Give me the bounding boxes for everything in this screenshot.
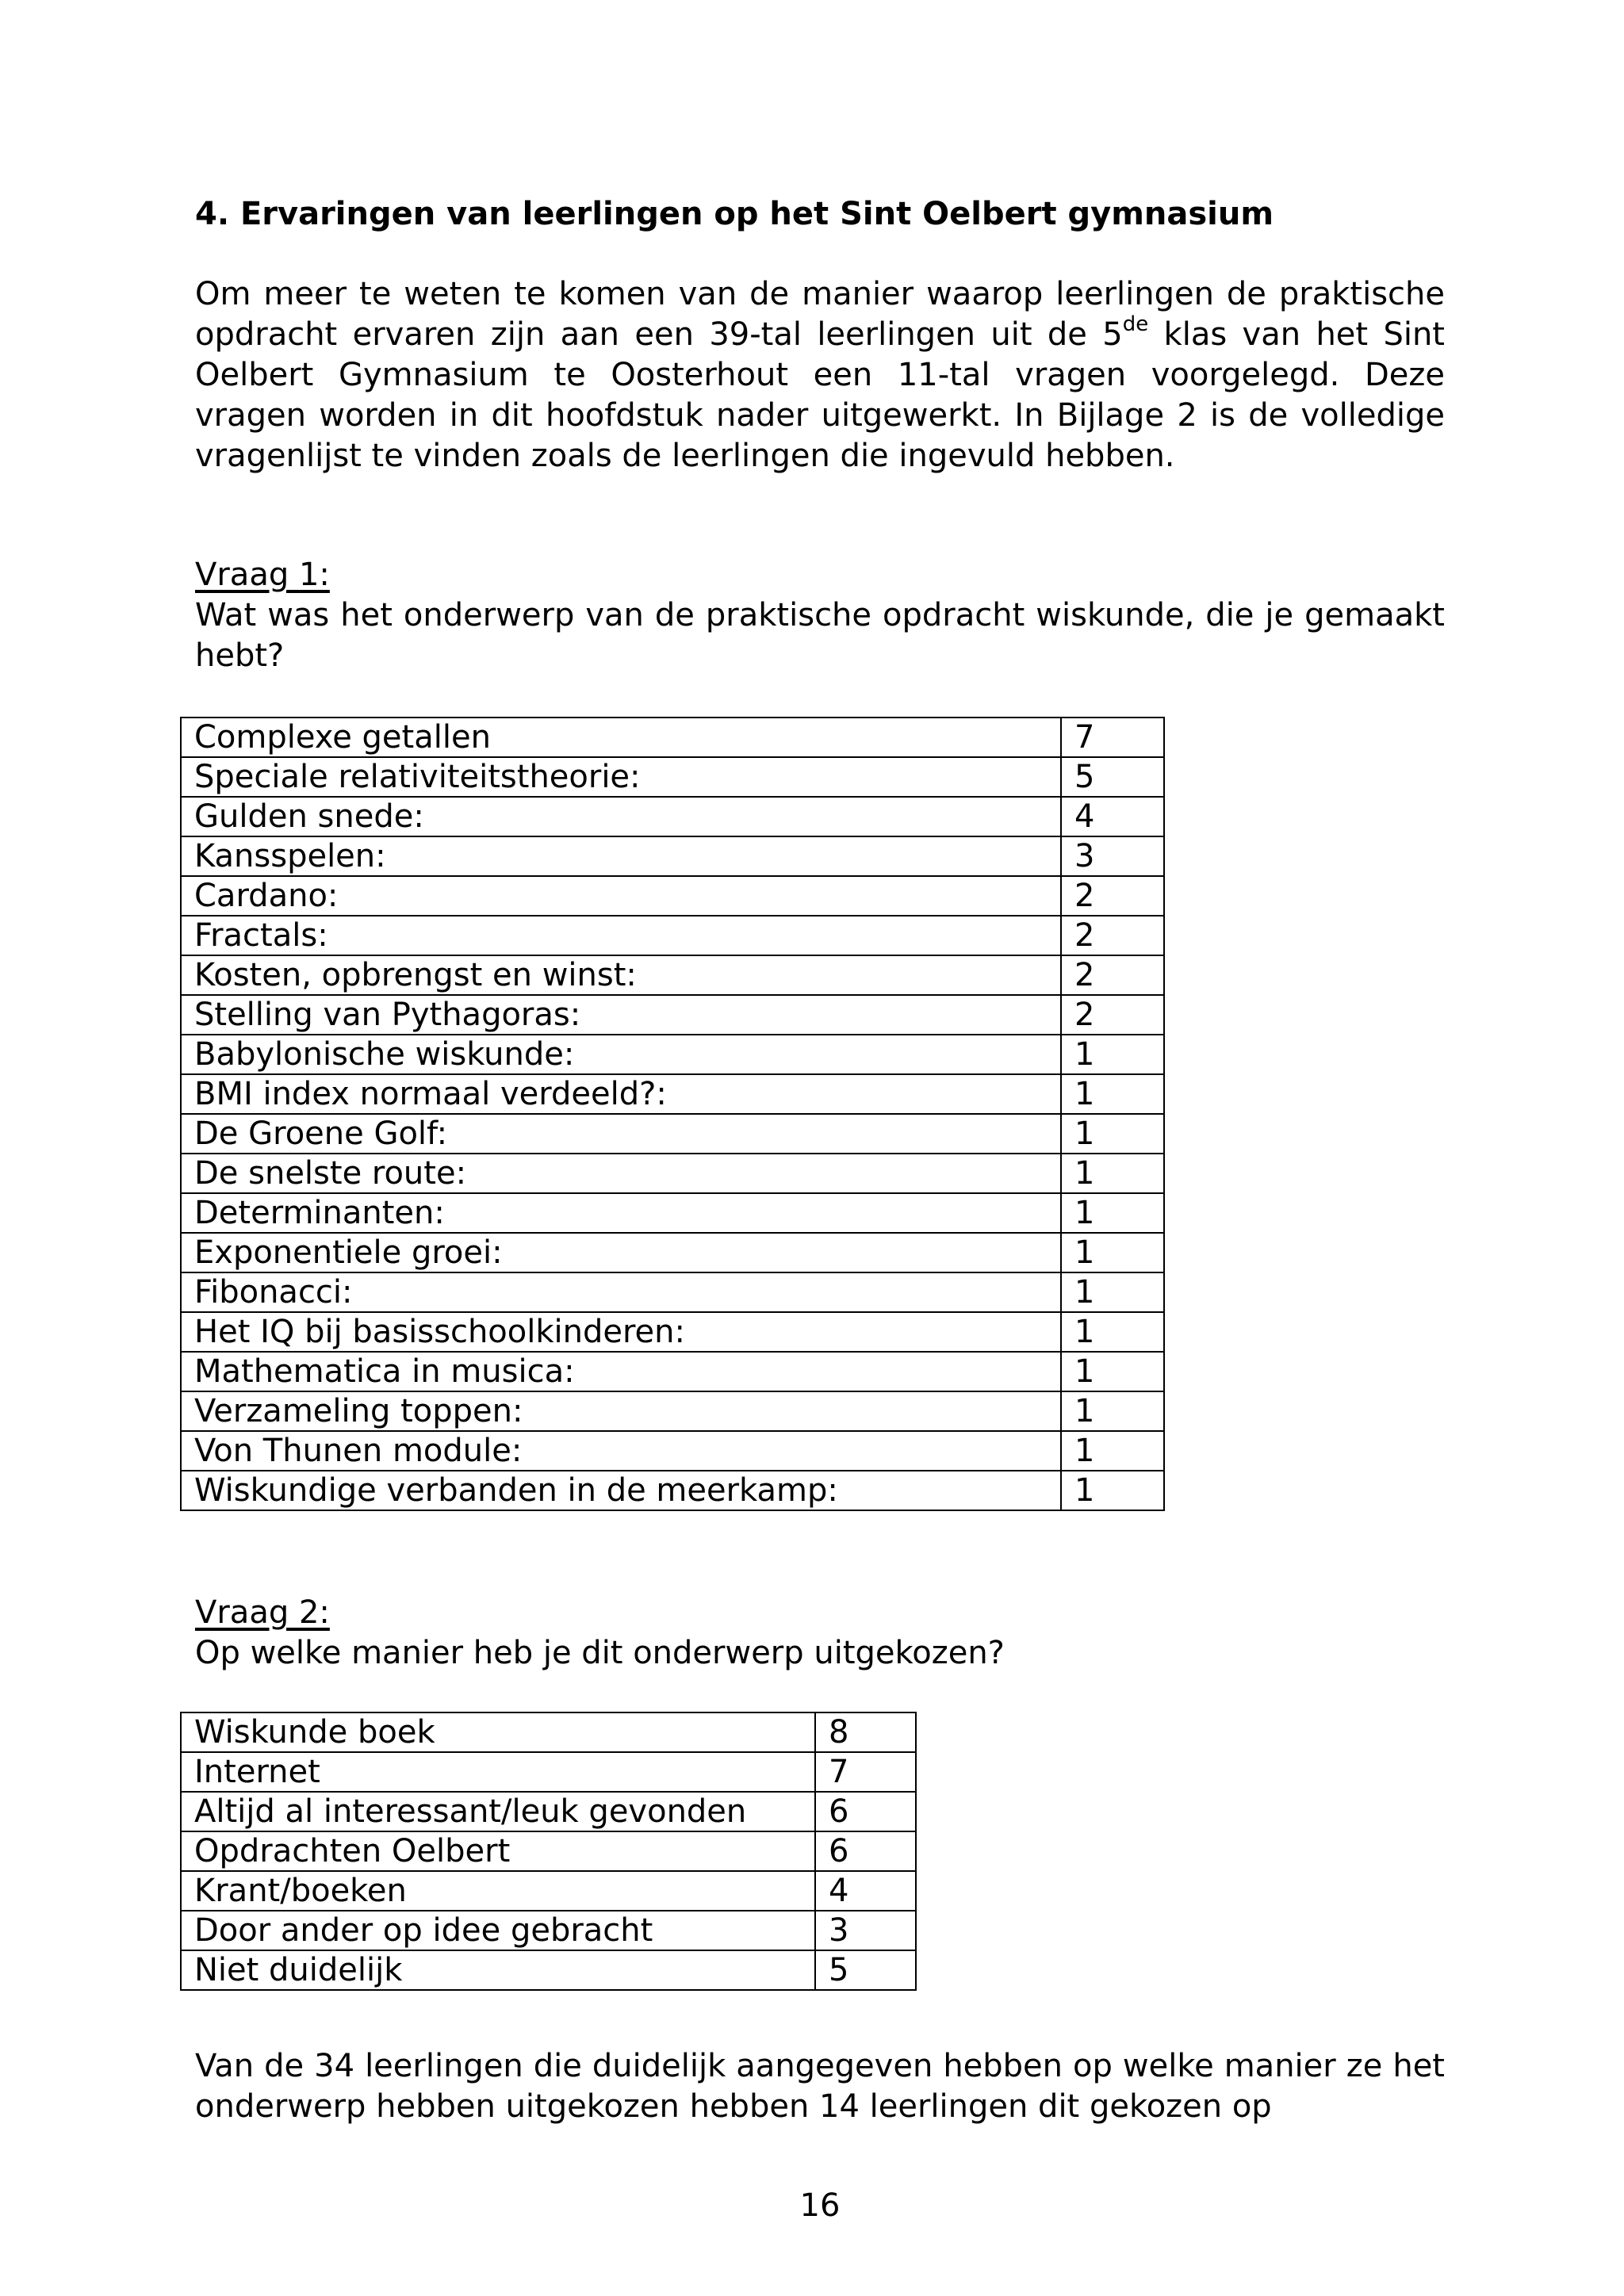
topic-cell: Opdrachten Oelbert: [181, 1831, 815, 1871]
table-row: [181, 1035, 1164, 1074]
topic-cell: Wiskunde boek: [181, 1712, 815, 1752]
table-row: [181, 1233, 1164, 1272]
topic-cell: Speciale relativiteitstheorie:: [181, 757, 1061, 797]
table-row: [181, 916, 1164, 955]
topic-cell: Gulden snede:: [181, 797, 1061, 836]
table-row: [181, 1911, 916, 1950]
intro-paragraph: [195, 274, 1445, 476]
question-1-table: [180, 717, 1165, 1511]
count-cell: 6: [815, 1831, 916, 1871]
count-cell: 1: [1061, 1391, 1164, 1431]
count-cell: 2: [1061, 955, 1164, 995]
topic-cell: Fibonacci:: [181, 1272, 1061, 1312]
table-row: [181, 1752, 916, 1792]
topic-cell: Cardano:: [181, 876, 1061, 916]
table-row: [181, 1431, 1164, 1471]
table-row: [181, 876, 1164, 916]
count-cell: 7: [815, 1752, 916, 1792]
count-cell: 1: [1061, 1272, 1164, 1312]
topic-cell: Fractals:: [181, 916, 1061, 955]
count-cell: 1: [1061, 1312, 1164, 1352]
closing-paragraph: Van de 34 leerlingen die duidelijk aangegeven hebben op welke manier ze het onderwerp hebben uitgekozen hebben 14 leerlingen dit gekozen op: [195, 2048, 1445, 2125]
table-row: [181, 955, 1164, 995]
table-row: [181, 1712, 916, 1752]
topic-cell: BMI index normaal verdeeld?:: [181, 1074, 1061, 1114]
count-cell: 1: [1061, 1114, 1164, 1154]
count-cell: 3: [1061, 836, 1164, 876]
question-2-text: Op welke manier heb je dit onderwerp uitgekozen?: [195, 1635, 1005, 1671]
question-2-label: Vraag 2:: [195, 1594, 330, 1631]
table-row: [181, 1352, 1164, 1391]
topic-cell: Door ander op idee gebracht: [181, 1911, 815, 1950]
count-cell: 1: [1061, 1352, 1164, 1391]
section-heading: 4. Ervaringen van leerlingen op het Sint Oelbert gymnasium: [195, 196, 1274, 232]
topic-cell: Stelling van Pythagoras:: [181, 995, 1061, 1035]
question-2-table: [180, 1712, 917, 1991]
topic-cell: Niet duidelijk: [181, 1950, 815, 1990]
count-cell: 1: [1061, 1233, 1164, 1272]
table-row: [181, 718, 1164, 757]
count-cell: 1: [1061, 1471, 1164, 1510]
table-row: [181, 995, 1164, 1035]
table-row: [181, 836, 1164, 876]
topic-cell: Verzameling toppen:: [181, 1391, 1061, 1431]
count-cell: 4: [1061, 797, 1164, 836]
count-cell: 8: [815, 1712, 916, 1752]
count-cell: 5: [1061, 757, 1164, 797]
table-row: [181, 797, 1164, 836]
topic-cell: Exponentiele groei:: [181, 1233, 1061, 1272]
table-row: [181, 1193, 1164, 1233]
count-cell: 2: [1061, 916, 1164, 955]
count-cell: 4: [815, 1871, 916, 1911]
table-row: [181, 757, 1164, 797]
count-cell: 1: [1061, 1154, 1164, 1193]
table-row: [181, 1950, 916, 1990]
question-1-text: Wat was het onderwerp van de praktische opdracht wiskunde, die je gemaakt hebt?: [195, 597, 1445, 674]
topic-cell: Babylonische wiskunde:: [181, 1035, 1061, 1074]
topic-cell: Kansspelen:: [181, 836, 1061, 876]
question-1-label: Vraag 1:: [195, 557, 330, 593]
topic-cell: Het IQ bij basisschoolkinderen:: [181, 1312, 1061, 1352]
table-row: [181, 1312, 1164, 1352]
table-row: [181, 1114, 1164, 1154]
count-cell: 6: [815, 1792, 916, 1831]
topic-cell: De Groene Golf:: [181, 1114, 1061, 1154]
count-cell: 1: [1061, 1193, 1164, 1233]
topic-cell: Wiskundige verbanden in de meerkamp:: [181, 1471, 1061, 1510]
topic-cell: Determinanten:: [181, 1193, 1061, 1233]
table-row: [181, 1154, 1164, 1193]
count-cell: 7: [1061, 718, 1164, 757]
count-cell: 2: [1061, 995, 1164, 1035]
intro-text-end: klas van het Sint Oelbert Gymnasium te Oosterhout een 11-tal vragen voorgelegd. Deze vragen worden in dit hoofdstuk nader uitgewerkt. In Bijlage 2 is de volledige vragenlijst te vinden zoals de leerlingen die ingevuld hebben.: [195, 316, 1445, 474]
table-row: [181, 1831, 916, 1871]
page-number: 16: [799, 2187, 841, 2224]
topic-cell: Kosten, opbrengst en winst:: [181, 955, 1061, 995]
table-row: [181, 1471, 1164, 1510]
count-cell: 3: [815, 1911, 916, 1950]
table-row: [181, 1871, 916, 1911]
topic-cell: Von Thunen module:: [181, 1431, 1061, 1471]
count-cell: 1: [1061, 1035, 1164, 1074]
count-cell: 1: [1061, 1074, 1164, 1114]
count-cell: 1: [1061, 1431, 1164, 1471]
topic-cell: Krant/boeken: [181, 1871, 815, 1911]
table-row: [181, 1272, 1164, 1312]
count-cell: 5: [815, 1950, 916, 1990]
topic-cell: De snelste route:: [181, 1154, 1061, 1193]
topic-cell: Internet: [181, 1752, 815, 1792]
intro-superscript: de: [1122, 312, 1149, 336]
topic-cell: Mathematica in musica:: [181, 1352, 1061, 1391]
table-row: [181, 1074, 1164, 1114]
topic-cell: Altijd al interessant/leuk gevonden: [181, 1792, 815, 1831]
table-row: [181, 1792, 916, 1831]
count-cell: 2: [1061, 876, 1164, 916]
intro-text-start: Om meer te weten te komen van de manier waarop leerlingen de praktische opdracht ervaren zijn aan een 39-tal leerlingen uit de 5: [195, 276, 1445, 353]
table-row: [181, 1391, 1164, 1431]
topic-cell: Complexe getallen: [181, 718, 1061, 757]
